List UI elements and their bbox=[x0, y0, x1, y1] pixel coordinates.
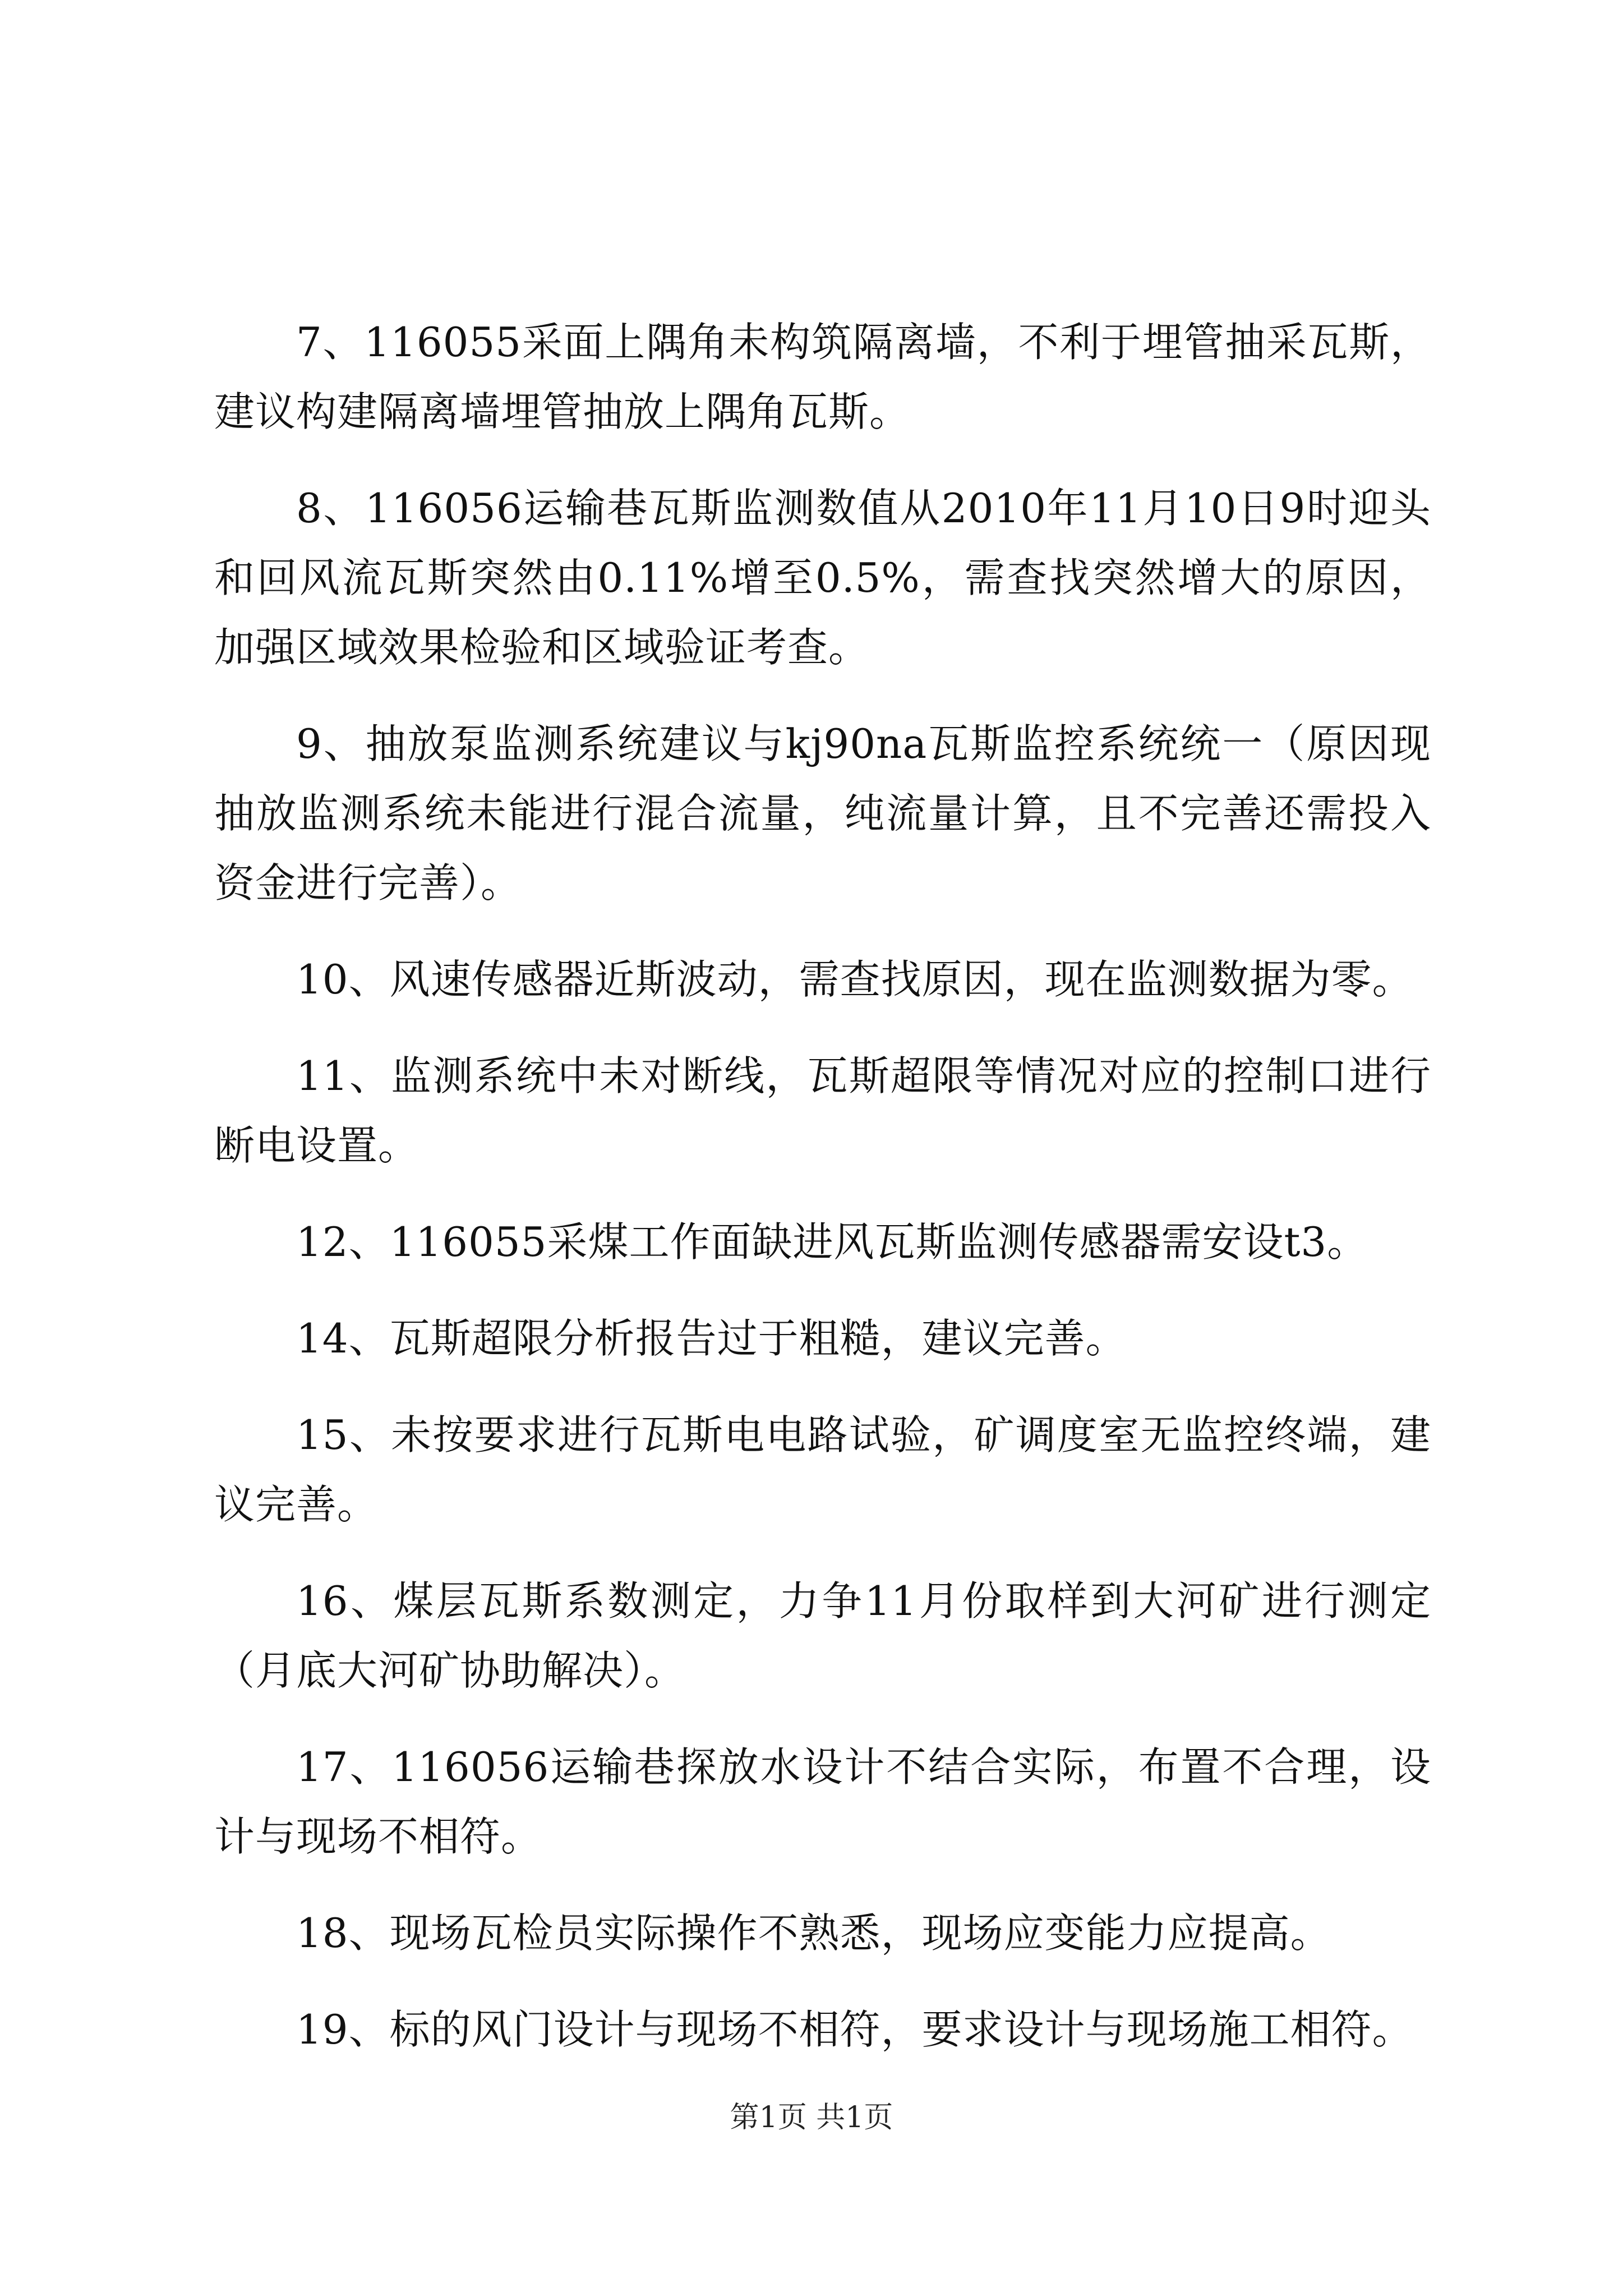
paragraph-item-18: 18、现场瓦检员实际操作不熟悉，现场应变能力应提高。 bbox=[296, 1910, 1331, 1957]
paragraph-item-17: 17、116056运输巷探放水设计不结合实际，布置不合理，设计与现场不相符。 bbox=[214, 1743, 1431, 1860]
paragraph-item-15: 15、未按要求进行瓦斯电电路试验，矿调度室无监控终端，建议完善。 bbox=[214, 1411, 1431, 1528]
document-body bbox=[214, 307, 1431, 2091]
paragraph-item-7: 7、116055采面上隅角未构筑隔离墙，不利于埋管抽采瓦斯，建议构建隔离墙埋管抽放上隅角瓦斯。 bbox=[214, 319, 1431, 435]
page-number-footer: 第1页 共1页 bbox=[730, 2101, 893, 2134]
paragraph-item-12: 12、116055采煤工作面缺进风瓦斯监测传感器需安设t3。 bbox=[296, 1218, 1368, 1266]
paragraph-item-14: 14、瓦斯超限分析报告过于粗糙，建议完善。 bbox=[296, 1315, 1127, 1362]
paragraph-item-16: 16、煤层瓦斯系数测定，力争11月份取样到大河矿进行测定（月底大河矿协助解决）。 bbox=[214, 1577, 1431, 1694]
paragraph-item-19: 19、标的风门设计与现场不相符，要求设计与现场施工相符。 bbox=[296, 2006, 1413, 2053]
paragraph-item-10: 10、风速传感器近斯波动，需查找原因，现在监测数据为零。 bbox=[296, 956, 1413, 1003]
paragraph-item-9: 9、抽放泵监测系统建议与kj90na瓦斯监控系统统一（原因现抽放监测系统未能进行混合流量，纯流量计算，且不完善还需投入资金进行完善）。 bbox=[214, 720, 1431, 907]
paragraph-item-11: 11、监测系统中未对断线，瓦斯超限等情况对应的控制口进行断电设置。 bbox=[214, 1052, 1431, 1169]
paragraph-item-8: 8、116056运输巷瓦斯监测数值从2010年11月10日9时迎头和回风流瓦斯突然由0.11%增至0.5%，需查找突然增大的原因，加强区域效果检验和区域验证考查。 bbox=[214, 485, 1431, 671]
